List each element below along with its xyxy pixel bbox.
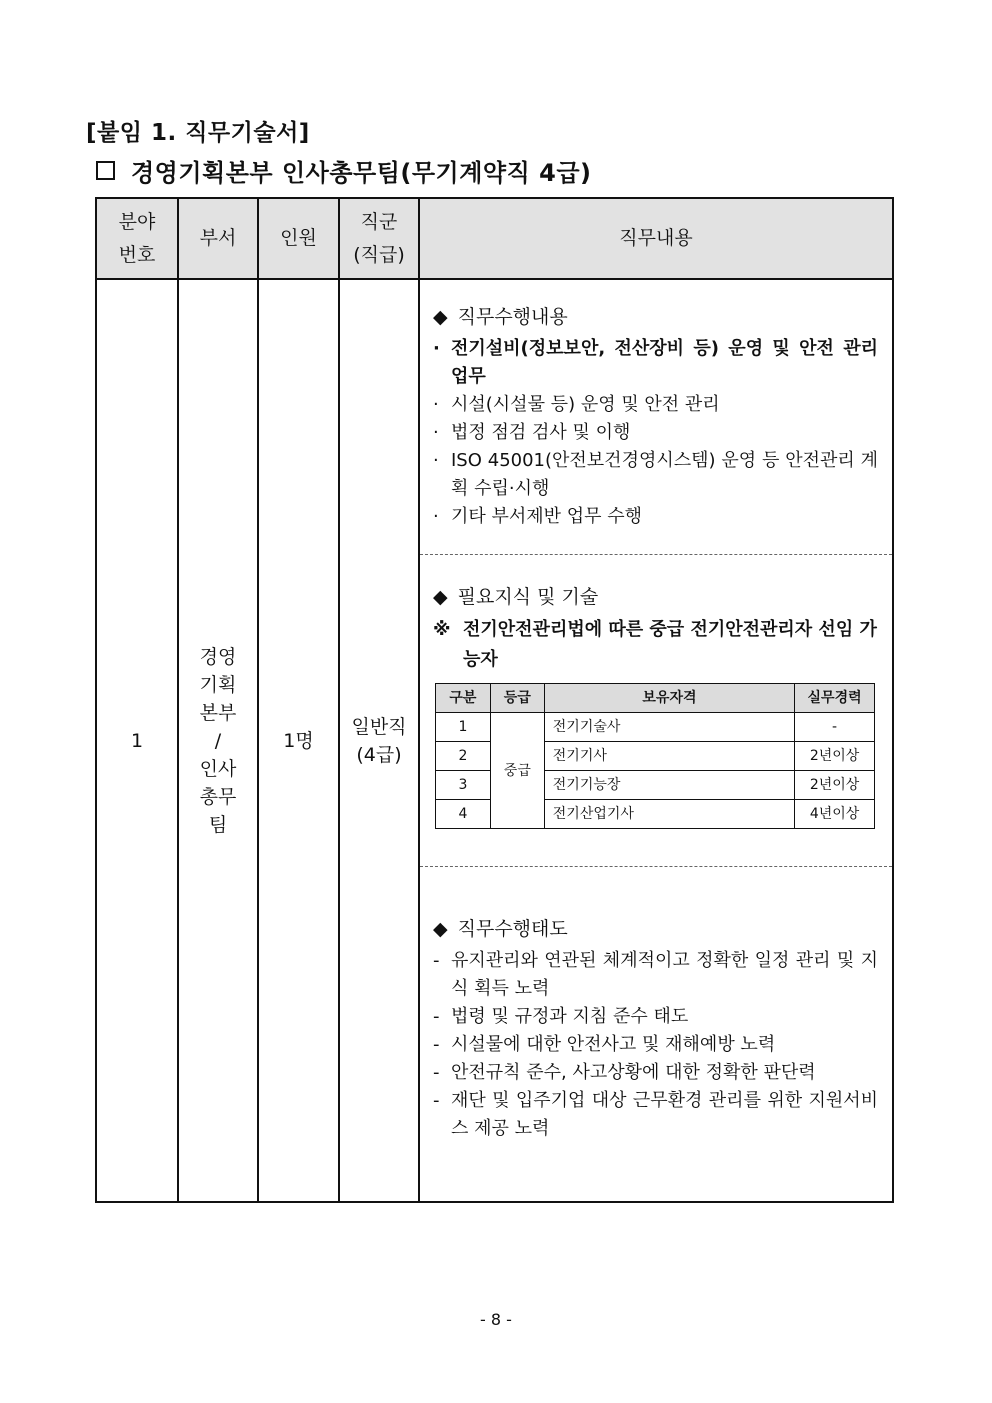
section-title [96,153,591,188]
header-duties: 직무내용 [419,198,893,279]
header-dept: 부서 [178,198,258,279]
table-row: 3 전기기능장 2년이상 [436,771,875,800]
list-item: · 시설(시설물 등) 운영 및 안전 관리 [433,394,720,415]
section-title-text: 경영기획본부 인사총무팀(무기계약직 4급) [131,159,592,187]
reference-mark-icon: ※ [433,619,451,640]
job-description-table [95,197,894,1203]
header-headcount: 인원 [258,198,339,279]
header-field-no: 분야 번호 [96,198,178,279]
table-header-row [96,198,893,279]
knowledge-heading: ◆ 필요지식 및 기술 [433,586,599,608]
field-no-cell: 1 [96,279,178,1202]
attachment-title: [붙임 1. 직무기술서] [86,120,310,146]
list-item: - 안전규칙 준수, 사고상황에 대한 정확한 판단력 [433,1062,816,1083]
table-row: 4 전기산업기사 4년이상 [436,800,875,829]
grade-merged-cell: 중급 [490,713,544,829]
list-item: · 전기설비(정보보안, 전산장비 등) 운영 및 안전 관리 업무 [433,338,878,387]
checkbox-square-icon [96,161,115,180]
duties-cell [419,279,893,1202]
diamond-icon: ◆ [433,586,448,608]
requirement-note: ※ 전기안전관리법에 따른 중급 전기안전관리자 선임 가능자 [433,615,878,675]
list-item: · 기타 부서제반 업무 수행 [433,506,643,527]
header-grade: 직군 (직급) [339,198,419,279]
list-item: - 시설물에 대한 안전사고 및 재해예방 노력 [433,1034,776,1055]
diamond-icon: ◆ [433,918,448,940]
table-row: 1 중급 전기기술사 - [436,713,875,742]
attitude-section [420,867,892,1201]
attitude-heading: ◆ 직무수행태도 [433,918,568,940]
knowledge-section [420,555,892,867]
page-number: - 8 - [480,1310,512,1329]
headcount-cell: 1명 [258,279,339,1202]
qualification-table [435,683,875,829]
table-row: 2 전기기사 2년이상 [436,742,875,771]
list-item: - 유지관리와 연관된 체계적이고 정확한 일정 관리 및 지식 획득 노력 [433,950,878,999]
duties-section [420,280,892,555]
dept-cell: 경영 기획 본부 / 인사 총무 팀 [178,279,258,1202]
list-item: · ISO 45001(안전보건경영시스템) 운영 등 안전관리 계획 수립·시행 [433,450,878,499]
qualification-header-row: 구분 등급 보유자격 실무경력 [436,684,875,713]
table-row [96,279,893,1202]
duties-heading: ◆ 직무수행내용 [433,306,568,328]
list-item: · 법정 점검 검사 및 이행 [433,422,631,443]
list-item: - 재단 및 입주기업 대상 근무환경 관리를 위한 지원서비스 제공 노력 [433,1090,878,1139]
grade-cell: 일반직 (4급) [339,279,419,1202]
diamond-icon: ◆ [433,306,448,328]
list-item: - 법령 및 규정과 지침 준수 태도 [433,1006,689,1027]
